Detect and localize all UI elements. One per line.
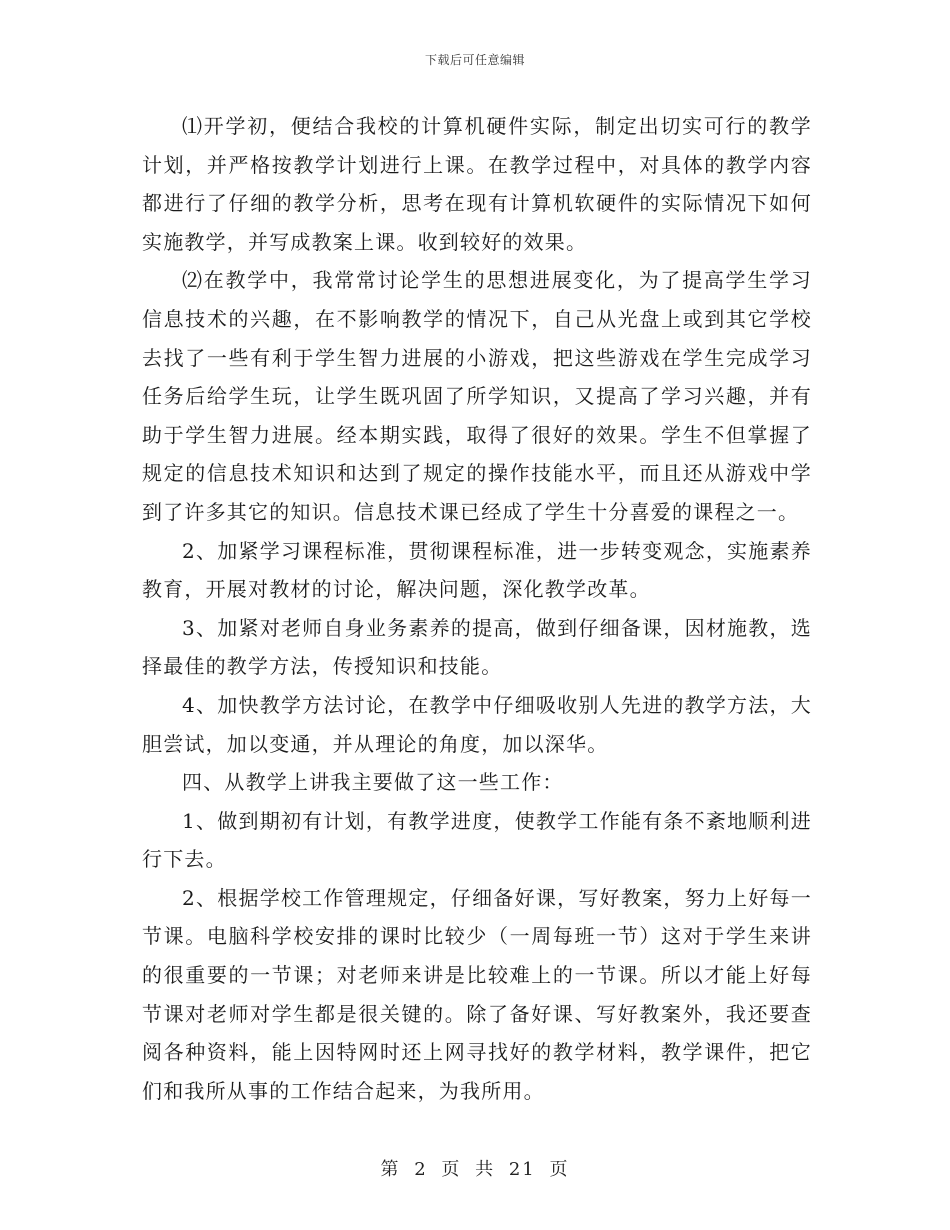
page-header: 下载后可任意编辑 <box>424 53 525 67</box>
paragraph-3: 2、加紧学习课程标准，贯彻课程标准，进一步转变观念，实施素养教育，开展对教材的讨论，解决问题，深化教学改革。 <box>142 538 812 602</box>
paragraph-2: ⑵在教学中，我常常讨论学生的思想进展变化，为了提高学生学习信息技术的兴趣，在不影响教学的情况下，自己从光盘上或到其它学校去找了一些有利于学生智力进展的小游戏，把这些游戏在学生完成学习任务后给学生玩，让学生既巩固了所学知识，又提高了学习兴趣，并有助于学生智力进展。经本期实践，取得了很好的效果。学生不但掌握了规定的信息技术知识和达到了规定的操作技能水平，而且还从游戏中学到了许多其它的知识。信息技术课已经成了学生十分喜爱的课程之一。 <box>142 268 812 524</box>
page-number: 第 2 页 共 21 页 <box>380 1159 570 1180</box>
section-heading: 四、从教学上讲我主要做了这一些工作： <box>182 770 564 795</box>
document-body <box>142 107 812 1110</box>
paragraph-6: 1、做到期初有计划，有教学进度，使教学工作能有条不紊地顺利进行下去。 <box>142 808 812 872</box>
paragraph-1: ⑴开学初，便结合我校的计算机硬件实际，制定出切实可行的教学计划，并严格按教学计划进行上课。在教学过程中，对具体的教学内容都进行了仔细的教学分析，思考在现有计算机软硬件的实际情况下如何实施教学，并写成教案上课。收到较好的效果。 <box>142 114 812 254</box>
paragraph-7: 2、根据学校工作管理规定，仔细备好课，写好教案，努力上好每一节课。电脑科学校安排的课时比较少（一周每班一节）这对于学生来讲的很重要的一节课；对老师来讲是比较难上的一节课。所以才能上好每节课对老师对学生都是很关键的。除了备好课、写好教案外，我还要查阅各种资料，能上因特网时还上网寻找好的教学材料，教学课件，把它们和我所从事的工作结合起来，为我所用。 <box>142 885 812 1103</box>
paragraph-4: 3、加紧对老师自身业务素养的提高，做到仔细备课，因材施教，选择最佳的教学方法，传授知识和技能。 <box>142 615 812 679</box>
paragraph-5: 4、加快教学方法讨论，在教学中仔细吸收别人先进的教学方法，大胆尝试，加以变通，并从理论的角度，加以深华。 <box>142 692 812 756</box>
